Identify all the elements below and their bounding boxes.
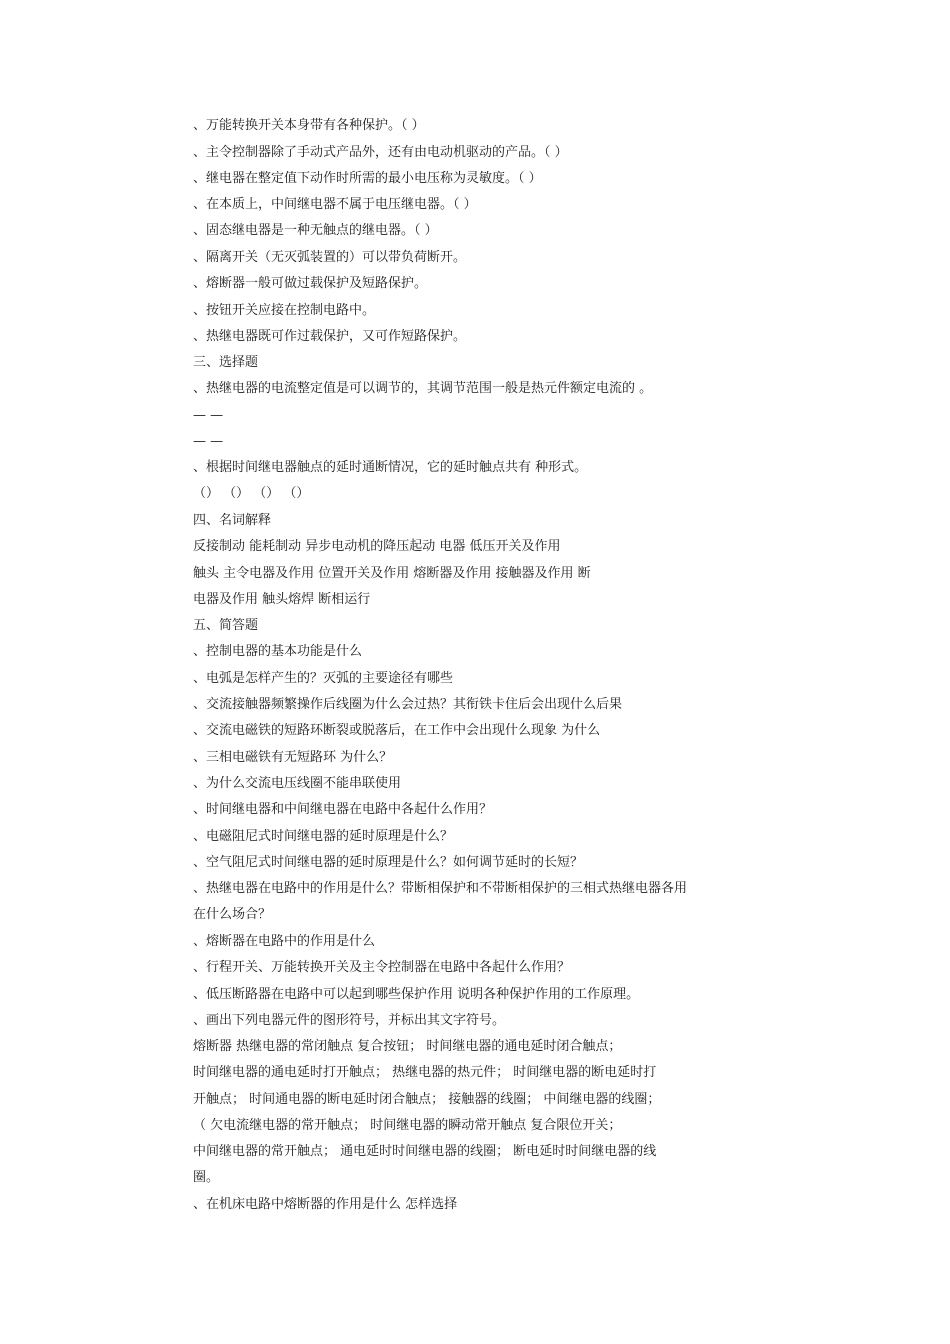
text-line: 、根据时间继电器触点的延时通断情况，它的延时触点共有 种形式。 — [193, 460, 588, 475]
text-line: 圈。 — [193, 1170, 220, 1185]
text-line: 熔断器 热继电器的常闭触点 复合按钮； 时间继电器的通电延时闭合触点； — [193, 1039, 622, 1054]
text-line: 、固态继电器是一种无触点的继电器。（ ） — [193, 223, 438, 238]
text-line: 、行程开关、万能转换开关及主令控制器在电路中各起什么作用？ — [193, 960, 571, 975]
text-line: 时间继电器的通电延时打开触点； 热继电器的热元件； 时间继电器的断电延时打 — [193, 1065, 657, 1080]
text-line: 、继电器在整定值下动作时所需的最小电压称为灵敏度。（ ） — [193, 171, 542, 186]
text-line: — — — [193, 408, 224, 423]
text-line: 、时间继电器和中间继电器在电路中各起什么作用？ — [193, 802, 493, 817]
text-line: 、按钮开关应接在控制电路中。 — [193, 303, 376, 318]
text-line: 在什么场合？ — [193, 907, 272, 922]
text-line: 、三相电磁铁有无短路环 为什么？ — [193, 750, 393, 765]
text-line: 、控制电器的基本功能是什么 — [193, 644, 363, 659]
text-line: 、电磁阻尼式时间继电器的延时原理是什么？ — [193, 829, 454, 844]
text-line: 电器及作用 触头熔焊 断相运行 — [193, 592, 371, 607]
text-line: 、主令控制器除了手动式产品外，还有由电动机驱动的产品。（ ） — [193, 145, 568, 160]
text-line: 三、选择题 — [193, 355, 259, 370]
text-line: — — — [193, 434, 224, 449]
text-line: 、电弧是怎样产生的？灭弧的主要途径有哪些 — [193, 671, 454, 686]
text-line: 触头 主令电器及作用 位置开关及作用 熔断器及作用 接触器及作用 断 — [193, 566, 591, 581]
text-line: 、交流电磁铁的短路环断裂或脱落后，在工作中会出现什么现象 为什么 — [193, 723, 601, 738]
text-line: 四、名词解释 — [193, 513, 272, 528]
text-line: 、隔离开关（无灭弧装置的）可以带负荷断开。 — [193, 250, 467, 265]
text-line: 、熔断器在电路中的作用是什么 — [193, 934, 376, 949]
text-line: 、在机床电路中熔断器的作用是什么 怎样选择 — [193, 1197, 458, 1212]
text-line: 、为什么交流电压线圈不能串联使用 — [193, 776, 402, 791]
text-line: 、热继电器在电路中的作用是什么？带断相保护和不带断相保护的三相式热继电器各用 — [193, 881, 688, 896]
text-line: 中间继电器的常开触点； 通电延时时间继电器的线圈； 断电延时时间继电器的线 — [193, 1144, 657, 1159]
text-line: 反接制动 能耗制动 异步电动机的降压起动 电器 低压开关及作用 — [193, 539, 561, 554]
text-line: 、熔断器一般可做过载保护及短路保护。 — [193, 276, 428, 291]
text-line: 、热继电器的电流整定值是可以调节的，其调节范围一般是热元件额定电流的 。 — [193, 381, 653, 396]
text-line: 、交流接触器频繁操作后线圈为什么会过热？其衔铁卡住后会出现什么后果 — [193, 697, 623, 712]
text-line: 、热继电器既可作过载保护，又可作短路保护。 — [193, 329, 467, 344]
text-line: 开触点； 时间通电器的断电延时闭合触点； 接触器的线圈； 中间继电器的线圈； — [193, 1092, 661, 1107]
text-line: 、在本质上，中间继电器不属于电压继电器。（ ） — [193, 197, 477, 212]
text-line: （ 欠电流继电器的常开触点； 时间继电器的瞬动常开触点 复合限位开关； — [193, 1118, 622, 1133]
text-line: 、万能转换开关本身带有各种保护。（ ） — [193, 118, 425, 133]
text-line: 五、简答题 — [193, 618, 259, 633]
text-line: 、空气阻尼式时间继电器的延时原理是什么？如何调节延时的长短？ — [193, 855, 584, 870]
text-line: （） （） （） （） — [193, 486, 310, 501]
text-line: 、低压断路器在电路中可以起到哪些保护作用 说明各种保护作用的工作原理。 — [193, 987, 640, 1002]
text-line: 、画出下列电器元件的图形符号，并标出其文字符号。 — [193, 1013, 506, 1028]
